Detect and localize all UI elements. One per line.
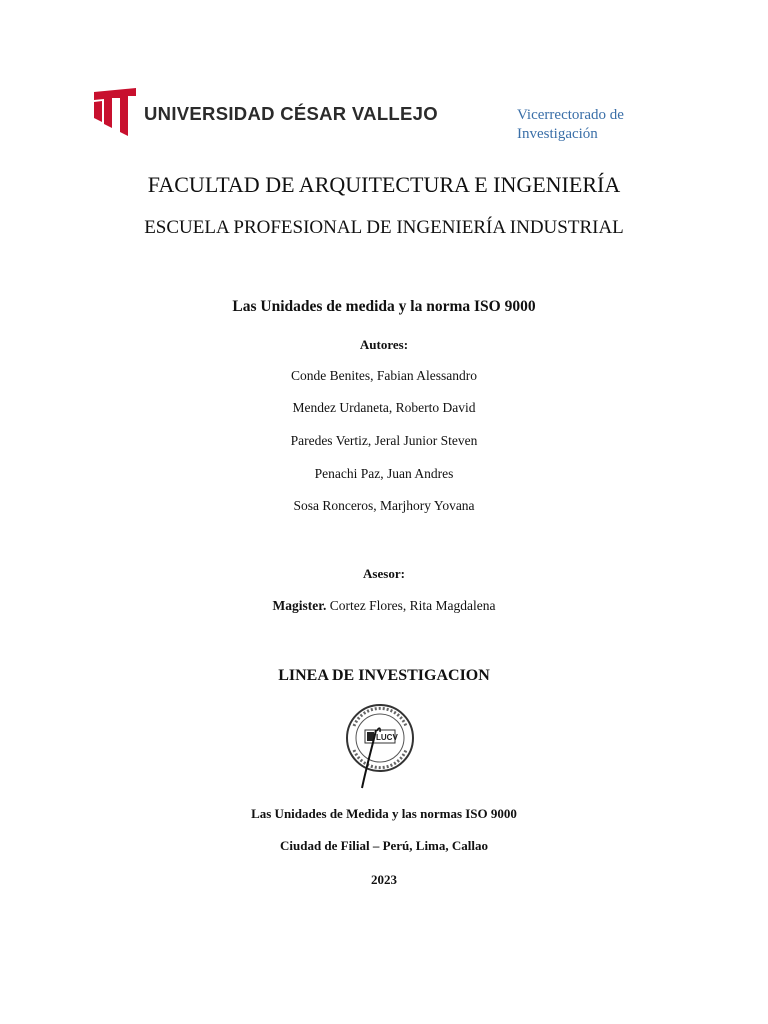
- author-item: Paredes Vertiz, Jeral Junior Steven: [290, 433, 478, 448]
- advisor-label: Asesor:: [363, 566, 405, 581]
- footer-year: 2023: [371, 872, 397, 887]
- document-title: Las Unidades de medida y la norma ISO 9000: [232, 298, 536, 315]
- advisor-name: Cortez Flores, Rita Magdalena: [329, 598, 496, 613]
- advisor-line: [0, 598, 768, 614]
- footer-title: Las Unidades de Medida y las normas ISO 9000: [251, 806, 517, 821]
- research-line-heading: LINEA DE INVESTIGACION: [278, 667, 490, 684]
- advisor-title: Magister.: [272, 598, 327, 613]
- research-seal-stamp: [340, 700, 420, 792]
- faculty-heading: FACULTAD DE ARQUITECTURA E INGENIERÍA: [147, 172, 621, 197]
- school-heading: ESCUELA PROFESIONAL DE INGENIERÍA INDUSTRIAL: [144, 217, 624, 238]
- author-item: Mendez Urdaneta, Roberto David: [292, 400, 476, 415]
- ucv-logo-icon: [92, 86, 138, 138]
- university-name: UNIVERSIDAD CÉSAR VALLEJO: [144, 103, 438, 124]
- footer-location: Ciudad de Filial – Perú, Lima, Callao: [279, 838, 488, 853]
- author-item: Sosa Ronceros, Marjhory Yovana: [293, 498, 475, 513]
- university-logo: [92, 86, 438, 138]
- authors-label: Autores:: [359, 337, 409, 352]
- vicerrectorado-label: Vicerrectorado de Investigación: [517, 107, 624, 142]
- svg-text:LUCV: LUCV: [376, 733, 398, 742]
- author-item: Conde Benites, Fabian Alessandro: [291, 368, 477, 383]
- author-item: Penachi Paz, Juan Andres: [314, 466, 454, 481]
